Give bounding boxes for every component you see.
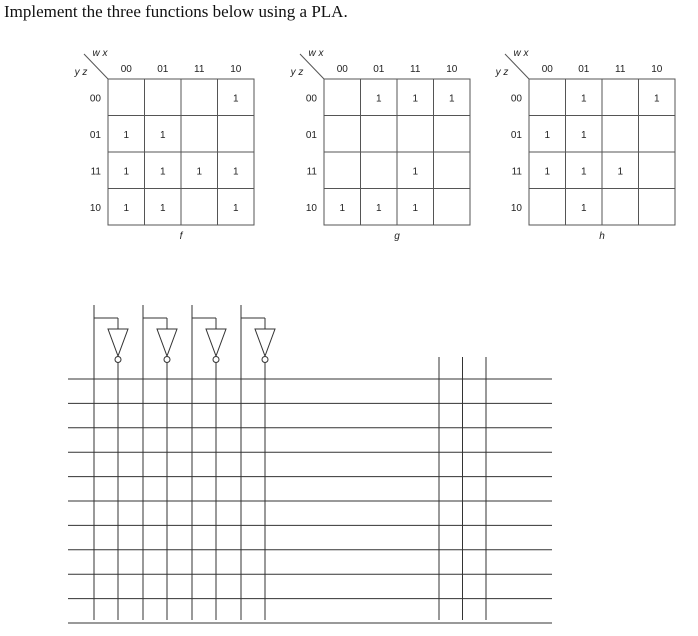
kmap-row-var-label: y z xyxy=(495,67,509,78)
input-column xyxy=(143,305,177,620)
kmap-cell-value: 1 xyxy=(580,166,587,178)
kmap-h xyxy=(495,48,675,242)
kmap-cell-value: 1 xyxy=(123,129,130,141)
kmap-row-header: 00 xyxy=(305,93,317,105)
input-column xyxy=(192,305,226,620)
karnaugh-maps xyxy=(74,48,675,242)
kmap-col-header: 00 xyxy=(336,64,348,75)
kmap-function-name: h xyxy=(599,231,605,242)
kmap-cell-value: 1 xyxy=(580,93,587,105)
kmap-g xyxy=(290,48,470,242)
kmap-cell-value: 1 xyxy=(412,93,419,105)
kmap-cell-value: 1 xyxy=(544,129,551,141)
kmap-f xyxy=(74,48,254,242)
kmap-cell-value: 1 xyxy=(448,93,455,105)
kmap-row-header: 01 xyxy=(305,129,317,141)
kmap-col-header: 10 xyxy=(230,64,242,75)
pla-grid xyxy=(68,305,552,623)
kmap-row-header: 00 xyxy=(89,93,101,105)
kmap-row-header: 11 xyxy=(90,166,101,178)
kmap-row-header: 00 xyxy=(510,93,522,105)
kmap-cell-value: 1 xyxy=(196,166,203,178)
kmap-col-header: 01 xyxy=(157,64,169,75)
kmap-col-header: 11 xyxy=(194,64,205,75)
kmap-cell-value: 1 xyxy=(123,166,130,178)
kmap-row-header: 10 xyxy=(89,202,101,214)
kmap-row-header: 01 xyxy=(510,129,522,141)
input-column xyxy=(241,305,275,620)
kmap-row-var-label: y z xyxy=(290,67,304,78)
kmap-col-var-label: w x xyxy=(513,48,529,59)
kmap-col-header: 10 xyxy=(446,64,458,75)
kmap-col-header: 00 xyxy=(120,64,132,75)
kmap-row-header: 01 xyxy=(89,129,101,141)
kmap-cell-value: 1 xyxy=(232,166,239,178)
kmap-cell-value: 1 xyxy=(339,202,346,214)
kmap-cell-value: 1 xyxy=(232,202,239,214)
kmap-col-header: 10 xyxy=(651,64,663,75)
kmap-cell-value: 1 xyxy=(617,166,624,178)
kmap-cell-value: 1 xyxy=(580,202,587,214)
kmap-cell-value: 1 xyxy=(412,166,419,178)
problem-statement: Implement the three functions below using a PLA. xyxy=(4,2,348,21)
kmap-col-header: 11 xyxy=(615,64,626,75)
inverter-symbol xyxy=(206,329,226,356)
kmap-function-name: g xyxy=(394,231,400,242)
kmap-row-header: 10 xyxy=(305,202,317,214)
kmap-cell-value: 1 xyxy=(159,129,166,141)
kmap-col-header: 01 xyxy=(373,64,385,75)
kmap-cell-value: 1 xyxy=(412,202,419,214)
inverter-symbol xyxy=(255,329,275,356)
kmap-col-header: 11 xyxy=(410,64,421,75)
input-column xyxy=(94,305,128,620)
kmap-cell-value: 1 xyxy=(375,93,382,105)
kmap-row-header: 11 xyxy=(511,166,522,178)
kmap-row-header: 10 xyxy=(510,202,522,214)
kmap-cell-value: 1 xyxy=(375,202,382,214)
kmap-function-name: f xyxy=(179,231,183,242)
kmap-col-header: 01 xyxy=(578,64,590,75)
kmap-cell-value: 1 xyxy=(159,202,166,214)
kmap-cell-value: 1 xyxy=(123,202,130,214)
kmap-col-var-label: w x xyxy=(92,48,108,59)
kmap-col-var-label: w x xyxy=(308,48,324,59)
inverter-symbol xyxy=(108,329,128,356)
kmap-row-header: 11 xyxy=(306,166,317,178)
kmap-cell-value: 1 xyxy=(544,166,551,178)
kmap-row-var-label: y z xyxy=(74,67,88,78)
kmap-cell-value: 1 xyxy=(232,93,239,105)
kmap-col-header: 00 xyxy=(541,64,553,75)
inverter-symbol xyxy=(157,329,177,356)
kmap-cell-value: 1 xyxy=(653,93,660,105)
kmap-cell-value: 1 xyxy=(580,129,587,141)
kmap-cell-value: 1 xyxy=(159,166,166,178)
